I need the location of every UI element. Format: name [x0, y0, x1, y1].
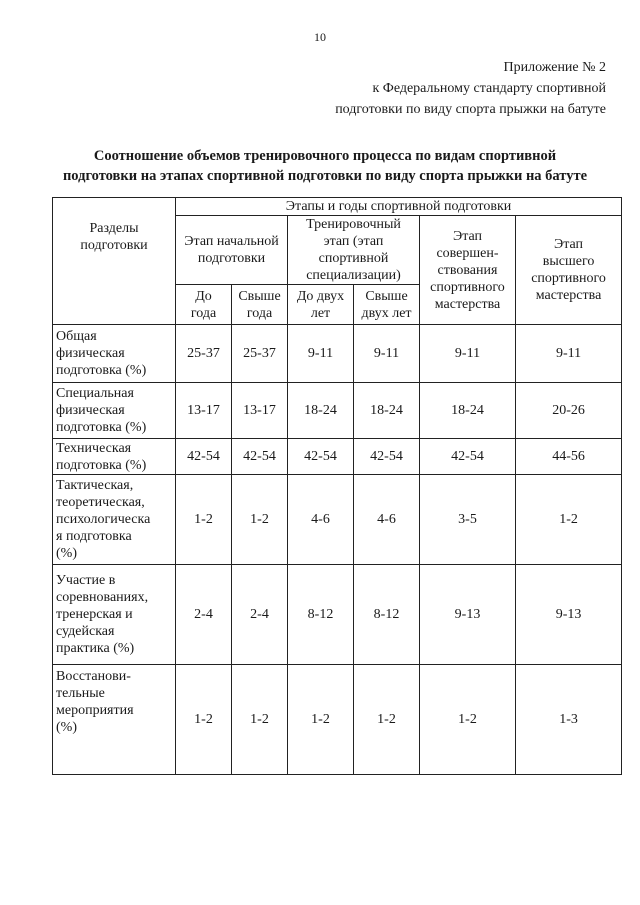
- cell-value: 42-54: [176, 439, 232, 475]
- cell-value: 1-2: [232, 665, 288, 775]
- cell-value: 42-54: [420, 439, 516, 475]
- cell-value: 13-17: [232, 383, 288, 439]
- row-label: Тактическая, теоретическая, психологическа я подготовка (%): [53, 475, 176, 565]
- table-row: [53, 565, 622, 665]
- table-row: [53, 325, 622, 383]
- cell-value: 42-54: [232, 439, 288, 475]
- cell-value: 1-3: [516, 665, 622, 775]
- cell-value: 18-24: [420, 383, 516, 439]
- header-stage-higher: Этап высшего спортивного мастерства: [516, 216, 622, 325]
- header-row-1: [53, 198, 622, 216]
- row-label: Специальная физическая подготовка (%): [53, 383, 176, 439]
- cell-value: 8-12: [288, 565, 354, 665]
- cell-value: 1-2: [232, 475, 288, 565]
- row-label: Техническая подготовка (%): [53, 439, 176, 475]
- table-row: [53, 475, 622, 565]
- document-title-line-2: подготовки на этапах спортивной подготовки по виду спорта прыжки на батуте: [62, 168, 588, 184]
- header-stage-initial: Этап начальной подготовки: [176, 216, 288, 285]
- cell-value: 25-37: [176, 325, 232, 383]
- row-label: Восстанови- тельные мероприятия (%): [53, 665, 176, 775]
- header-training-over-two: Свыше двух лет: [354, 285, 420, 325]
- cell-value: 3-5: [420, 475, 516, 565]
- cell-value: 9-11: [354, 325, 420, 383]
- cell-value: 1-2: [516, 475, 622, 565]
- document-title: [40, 146, 610, 186]
- cell-value: 9-11: [420, 325, 516, 383]
- cell-value: 1-2: [288, 665, 354, 775]
- row-label: Общая физическая подготовка (%): [53, 325, 176, 383]
- cell-value: 9-13: [420, 565, 516, 665]
- table-row: [53, 439, 622, 475]
- cell-value: 42-54: [354, 439, 420, 475]
- cell-value: 9-13: [516, 565, 622, 665]
- table-row: [53, 665, 622, 775]
- page-number: 10: [314, 30, 326, 44]
- cell-value: 18-24: [288, 383, 354, 439]
- appendix-line-1: Приложение № 2: [503, 60, 606, 75]
- cell-value: 9-11: [288, 325, 354, 383]
- cell-value: 4-6: [288, 475, 354, 565]
- appendix-line-3: подготовки по виду спорта прыжки на батуте: [335, 102, 606, 117]
- header-stage-training: Тренировочный этап (этап спортивной специализации): [288, 216, 420, 285]
- cell-value: 1-2: [176, 475, 232, 565]
- header-stages-years: Этапы и годы спортивной подготовки: [176, 198, 622, 216]
- appendix-caption: [335, 57, 606, 120]
- document-title-line-1: Соотношение объемов тренировочного процесса по видам спортивной: [93, 148, 557, 164]
- header-initial-over-year: Свыше года: [232, 285, 288, 325]
- cell-value: 25-37: [232, 325, 288, 383]
- cell-value: 1-2: [176, 665, 232, 775]
- cell-value: 44-56: [516, 439, 622, 475]
- header-stage-improvement: Этап совершен- ствования спортивного мастерства: [420, 216, 516, 325]
- cell-value: 8-12: [354, 565, 420, 665]
- cell-value: 18-24: [354, 383, 420, 439]
- cell-value: 13-17: [176, 383, 232, 439]
- cell-value: 2-4: [232, 565, 288, 665]
- cell-value: 2-4: [176, 565, 232, 665]
- appendix-line-2: к Федеральному стандарту спортивной: [372, 81, 606, 96]
- row-label: Участие в соревнованиях, тренерская и судейская практика (%): [53, 565, 176, 665]
- cell-value: 42-54: [288, 439, 354, 475]
- cell-value: 1-2: [354, 665, 420, 775]
- cell-value: 1-2: [420, 665, 516, 775]
- cell-value: 20-26: [516, 383, 622, 439]
- header-training-up-to-two: До двух лет: [288, 285, 354, 325]
- table-row: [53, 383, 622, 439]
- header-sections: Разделы подготовки: [53, 198, 176, 325]
- cell-value: 4-6: [354, 475, 420, 565]
- training-ratio-table: [52, 197, 622, 775]
- cell-value: 9-11: [516, 325, 622, 383]
- header-initial-up-to-year: До года: [176, 285, 232, 325]
